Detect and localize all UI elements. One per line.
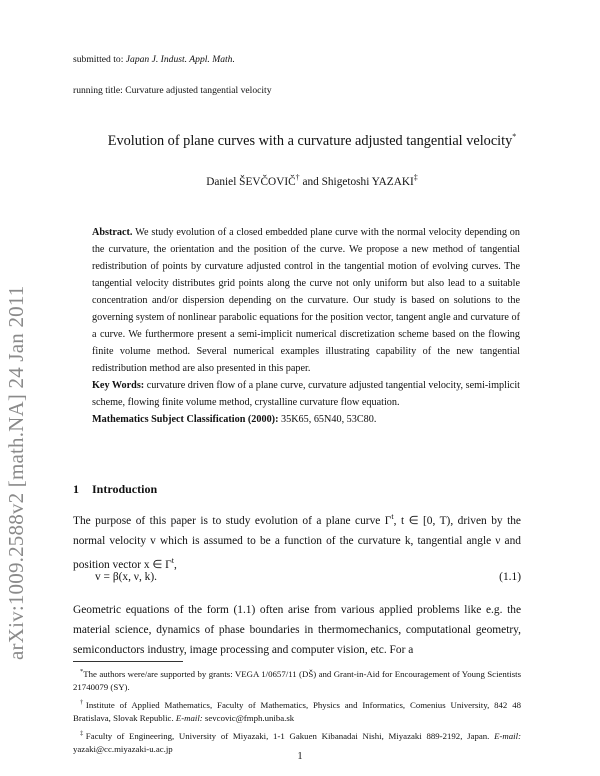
paper-title-text: Evolution of plane curves with a curvature adjusted tangential velocity <box>107 132 513 149</box>
paper-title <box>60 132 564 150</box>
footnote-1-mark: * <box>80 668 84 675</box>
intro-paragraph-1 <box>73 507 521 575</box>
intro-p1-part-a: The purpose of this paper is to study evolution of a plane curve Γ <box>73 514 392 527</box>
submitted-label: submitted to: <box>73 54 124 65</box>
footnote-3-text: Faculty of Engineering, University of Miyazaki, 1-1 Gakuen Kibanadai Nishi, Miyazaki 889-2192, Japan. <box>85 730 495 741</box>
footnote-1-text: The authors were/are supported by grants: VEGA 1/0657/11 (DŠ) and Grant-in-Aid for Encouragement of Young Scientists 21740079 (SY). <box>73 668 521 692</box>
msc-text: 35K65, 65N40, 53C80. <box>278 414 377 425</box>
footnote-1 <box>73 665 521 694</box>
abstract-label: Abstract. <box>92 227 133 238</box>
intro-p1-part-c: , <box>174 558 177 571</box>
submitted-journal: Japan J. Indust. Appl. Math. <box>125 54 235 65</box>
equation-body: v = β(x, ν, k). <box>95 571 157 583</box>
running-title-line <box>73 85 272 96</box>
author-2-mark: ‡ <box>413 173 418 182</box>
footnote-2 <box>73 696 521 725</box>
running-title-text: Curvature adjusted tangential velocity <box>125 85 272 96</box>
intro-p1-superscript-2: t <box>171 555 174 565</box>
section-title: Introduction <box>92 482 158 496</box>
footnotes-block <box>73 665 521 758</box>
footnote-rule <box>73 661 183 662</box>
abstract-text: We study evolution of a closed embedded plane curve with the normal velocity depending on the curvature, the orientation and the position of the curve. We propose a new method of tangential redistribution of points by curvature adjusted control in the tangential motion of evolving curves. The tangential velocity distributes grid points along the curve not only uniform but also lead to a suitable concentration and/or dispersion depending on the curvature. Our study is based on solutions to the governing system of nonlinear parabolic equations for the position vector, tangent angle and curvature of a curve. We furthermore present a semi-implicit numerical discretization scheme based on the flowing finite volume method. Several numerical examples illustrating capability of the new tangential redistribution method are also presented in this paper. <box>92 227 520 374</box>
section-number: 1 <box>73 482 79 496</box>
footnote-3-mark: ‡ <box>80 729 86 737</box>
submitted-to-line <box>73 54 235 65</box>
intro-p1-superscript: t <box>391 512 394 521</box>
author-conjunction: and <box>299 175 322 188</box>
equation-number: (1.1) <box>499 571 521 583</box>
author-line <box>60 173 564 188</box>
intro-paragraph-2: Geometric equations of the form (1.1) often arise from various applied problems like e.g. the material science, dynamics of phase boundaries in thermomechanics, computational geometry, semiconductors industry, image processing and computer vision, etc. For a <box>73 604 521 656</box>
title-footnote-mark: * <box>512 132 517 141</box>
page-number: 1 <box>297 751 303 762</box>
keywords-text: curvature driven flow of a plane curve, curvature adjusted tangential velocity, semi-implicit scheme, flowing finite volume method, crystalline curvature flow equation. <box>92 380 520 408</box>
footnote-2-email-label: E-mail: <box>175 712 203 723</box>
abstract-paragraph <box>92 224 520 377</box>
intro-p1-part-b: , t ∈ [0, T), driven by the normal velocity v which is assumed to be a function of the curvature k, tangential angle ν and position vector x ∈ Γ <box>73 514 521 571</box>
author-1-mark: † <box>295 173 300 182</box>
section-heading <box>73 482 157 497</box>
msc-label: Mathematics Subject Classification (2000): <box>92 414 279 425</box>
footnote-2-text: Institute of Applied Mathematics, Faculty of Mathematics, Physics and Informatics, Comenius University, 842 48 Bratislava, Slovak Republic. <box>73 699 521 723</box>
footnote-2-mark: † <box>80 698 86 706</box>
keywords-paragraph <box>92 377 520 411</box>
msc-paragraph <box>92 411 520 428</box>
footnote-3-email-label: E-mail: <box>494 730 521 741</box>
running-title-label: running title: <box>73 85 123 96</box>
footnote-2-email: sevcovic@fmph.uniba.sk <box>202 712 295 723</box>
arxiv-identifier-stamp: arXiv:1009.2588v2 [math.NA] 24 Jan 2011 <box>4 285 28 660</box>
abstract-block <box>92 224 520 428</box>
keywords-label: Key Words: <box>92 380 145 391</box>
author-1: Daniel ŠEVČOVIČ <box>206 175 296 188</box>
author-2: Shigetoshi YAZAKI <box>321 175 414 188</box>
footnote-3-email: yazaki@cc.miyazaki-u.ac.jp <box>73 743 173 754</box>
